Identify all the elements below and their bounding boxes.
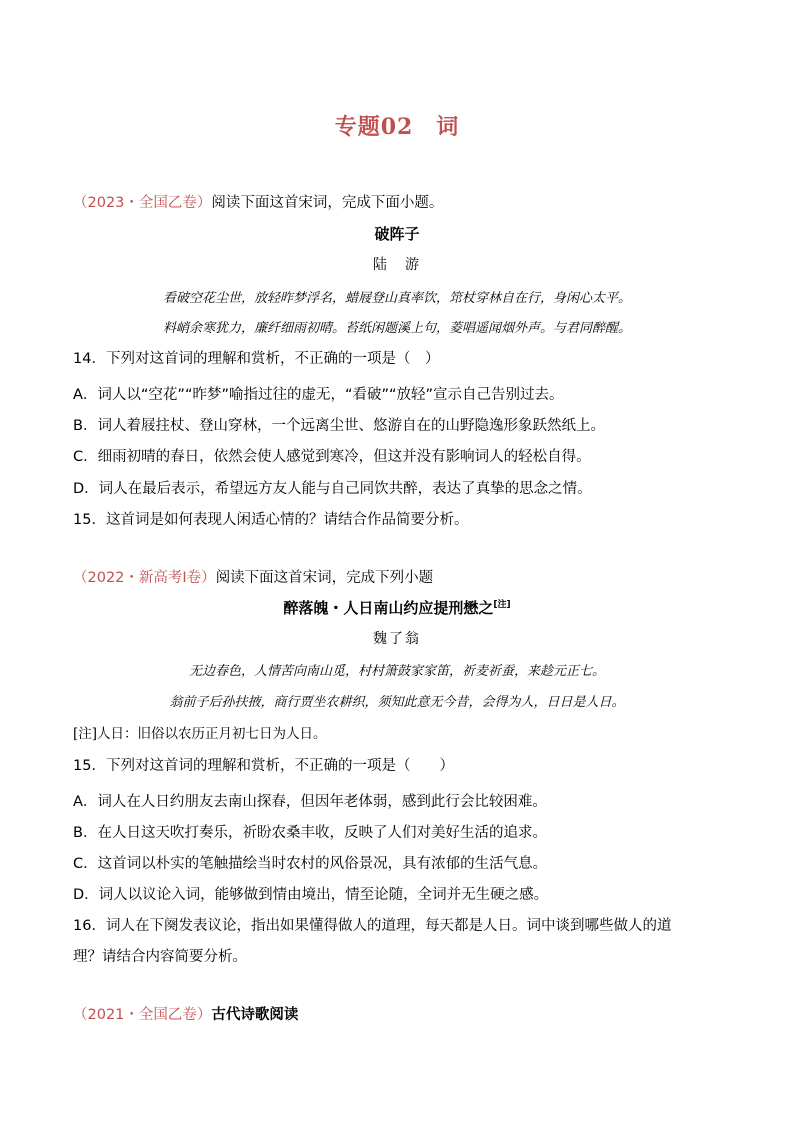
question-15-s2: 15．下列对这首词的理解和赏析，不正确的一项是（ ） [73,758,454,774]
section3-source [73,1003,298,1024]
section1-author: 陆 游 [373,257,421,273]
section2-poem-line-2: 翁前子后孙扶掖，商行贾坐农耕织，须知此意无今昔，会得为人，日日是人日。 [169,695,625,710]
section1-instruction: 阅读下面这首宋词，完成下面小题。 [211,195,444,211]
section2-poem-title: 醉落魄・人日南山约应提刑懋之 [283,599,494,617]
q14-option-b: B．词人着屐拄杖、登山穿林，一个远离尘世、悠游自在的山野隐逸形象跃然纸上。 [73,418,605,434]
section3-source-tag: （2021・全国乙卷） [73,1007,212,1023]
note-marker: [注] [493,600,511,610]
q15-option-a: A．词人在人日约朋友去南山探春，但因年老体弱，感到此行会比较困难。 [73,794,547,810]
q15-option-d: D．词人以议论入词，能够做到情由境出，情至论随，全词并无生硬之感。 [73,887,549,903]
section1-source [73,191,443,212]
section1-poem-line-1: 看破空花尘世，放轻昨梦浮名，蜡屐登山真率饮，筇杖穿林自在行，身闲心太平。 [162,291,631,306]
question-15-s1: 15．这首词是如何表现人闲适心情的？请结合作品简要分析。 [73,512,469,528]
section3-instruction: 古代诗歌阅读 [211,1007,299,1023]
page-title: 专题02 词 [334,114,460,140]
section2-poem-line-1: 无边春色，人情苦向南山觅，村村箫鼓家家笛，祈麦祈蚕，来趁元正七。 [188,664,605,679]
section1-poem-title: 破阵子 [374,225,420,243]
q14-option-d: D．词人在最后表示，希望远方友人能与自己同饮共醉，表达了真挚的思念之情。 [73,481,592,497]
section2-source [73,566,433,587]
section1-source-tag: （2023・全国乙卷） [73,195,212,211]
section2-source-tag: （2022・新高考Ⅰ卷） [73,570,216,586]
q14-option-a: A．词人以“空花”“昨梦”喻指过往的虚无，“看破”“放轻”宣示自己告别过去。 [73,387,564,403]
question-16-line-2: 理？请结合内容简要分析。 [73,949,247,965]
q15-option-c: C．这首词以朴实的笔触描绘当时农村的风俗景况，具有浓郁的生活气息。 [73,856,548,872]
section2-note: [注]人日：旧俗以农历正月初七日为人日。 [73,726,327,742]
section2-author: 魏了翁 [373,631,421,647]
section2-poem-title-row [0,597,794,618]
q15-option-b: B．在人日这天吹打奏乐，祈盼农桑丰收，反映了人们对美好生活的追求。 [73,825,547,841]
question-16-line-1: 16．词人在下阕发表议论，指出如果懂得做人的道理，每天都是人日。词中谈到哪些做人的道 [73,918,672,934]
q14-option-c: C．细雨初晴的春日，依然会使人感觉到寒冷，但这并没有影响词人的轻松自得。 [73,449,591,465]
section1-poem-line-2: 料峭余寒犹力，廉纤细雨初晴。苔纸闲题溪上句，菱唱遥闻烟外声。与君同醉醒。 [162,321,631,336]
question-14: 14．下列对这首词的理解和赏析，不正确的一项是（ ） [73,351,440,367]
section2-instruction: 阅读下面这首宋词，完成下列小题 [215,570,434,586]
